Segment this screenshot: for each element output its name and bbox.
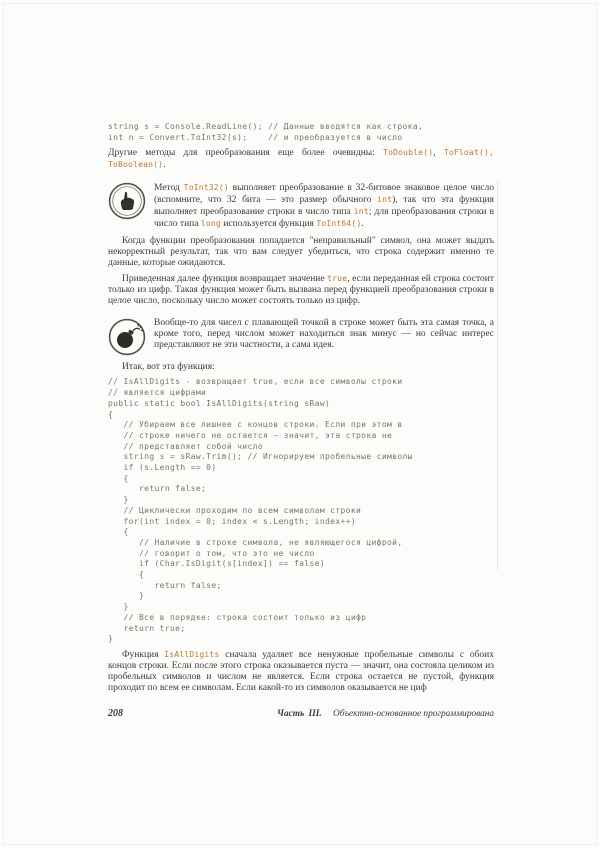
footer-part-title: Объектно-основанное программирована [333,708,494,719]
footer-part-label: Часть [276,708,305,719]
attention-hand-icon [108,182,146,220]
footer-chapter [277,709,494,720]
code-block-readline: string s = Console.ReadLine(); // Данные вводятся как строка, int n = Convert.ToInt32(s); // и преобразуется в число [108,122,424,142]
footer-part-number: III. [308,708,322,719]
scan-artifact-line [497,180,498,570]
paragraph-function-description: Функция IsAllDigits сначала удаляет все ненужные пробельные символы с обоих концов строки. Если после этого строка оказывается пуста — значит, она состояла целиком из пробельных символов и числом не является. Если строка остается не пустой, функция проходит по всем ее символам. Если какой-то из символов оказывается не циф [108,649,494,693]
page-footer [108,708,494,720]
bomb-note-text: Вообще-то для чисел с плавающей точкой в строке может быть эта самая точка, а кроме того, перед числом может находиться знак минус — но сейчас интерес представляют не эти частности, а сама идея. [154,318,494,351]
code-block-isalldigits: // IsAllDigits - возвращает true, если все символы строки // является цифрами public static bool IsAllDigits(string sRaw) { // Убираем все лишнее с концов строки. Если при этом в // строке ничего не остается — значит, эта строка не // представляет собой число string s = sRaw.Trim(); // Игнорируем пробельные символы if (s.Length == 0) { return false; } // Циклически проходим по всем символам строки for(int index = 0; index < s.Length; index++) { // Наличие в строке символа, не являющегося цифрой, // говорит о том, что это не число if (Char.IsDigit(s[index]) == false) { return false; } } // Все в порядке: строка состоит только из цифр return true; } [108,377,413,644]
bomb-note [108,318,494,356]
attention-note [108,182,494,230]
page-number: 208 [108,707,123,719]
attention-note-text: Метод ToInt32() выполняет преобразование в 32-битовое знаковое целое число (вспомните, что 32 бита — это размер обычного int), так что эта функция выполняет преобразование строки в число типа int; для преобразования строки в число типа long используется функция ToInt64(). [154,183,494,230]
bomb-icon [108,318,146,356]
paragraph-other-methods: Другие методы для преобразования еще более очевидны: ToDouble(), ToFloat(), ToBoolean(). [108,148,495,171]
paragraph-intro-function: Итак, вот эта функция: [122,362,215,373]
paragraph-true-check: Приведенная далее функция возвращает значение true, если переданная ей строка состоит только из цифр. Такая функция может быть вызвана перед функцией преобразования строки в целое число, поскольку число может состоять только из цифр. [108,274,494,307]
book-page-content [108,122,494,720]
paragraph-wrong-symbol: Когда функции преобразования попадается "неправильный" символ, она может выдать некорректный результат, так что вам следует убедиться, что строка содержит именно те данные, которые ожидаются. [108,236,494,269]
